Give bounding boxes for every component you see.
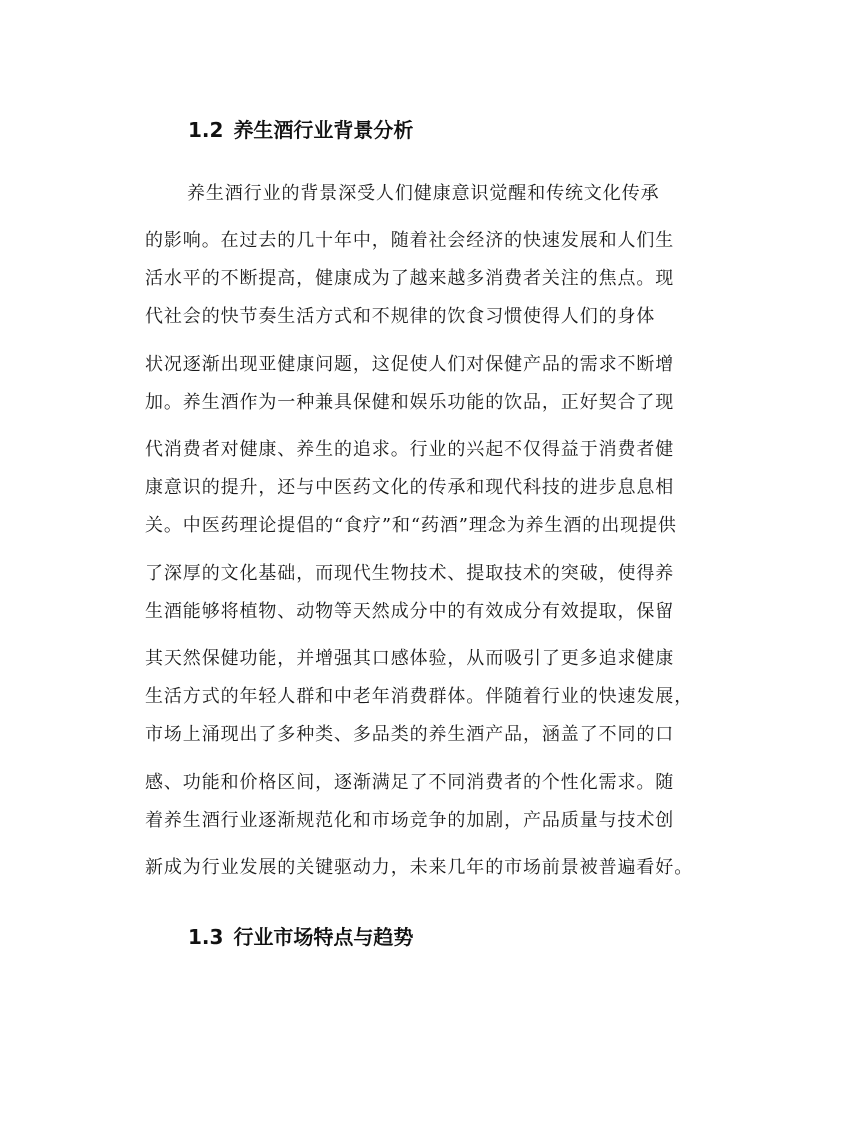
paragraph-line: 的影响。在过去的几十年中，随着社会经济的快速发展和人们生 — [145, 230, 675, 251]
paragraph-line: 代社会的快节奏生活方式和不规律的饮食习惯使得人们的身体 — [145, 306, 656, 327]
paragraph-line: 康意识的提升，还与中医药文化的传承和现代科技的进步息息相 — [145, 477, 675, 498]
section-heading-1-3 — [188, 924, 413, 950]
section-title: 行业市场特点与趋势 — [233, 925, 414, 949]
paragraph-line: 代消费者对健康、养生的追求。行业的兴起不仅得益于消费者健 — [145, 439, 675, 460]
paragraph-line: 其天然保健功能，并增强其口感体验，从而吸引了更多追求健康 — [145, 648, 675, 669]
paragraph-line: 活水平的不断提高，健康成为了越来越多消费者关注的焦点。现 — [145, 268, 675, 289]
paragraph-line: 感、功能和价格区间，逐渐满足了不同消费者的个性化需求。随 — [145, 772, 675, 793]
section-number: 1.2 — [188, 118, 224, 142]
paragraph-line: 养生酒行业的背景深受人们健康意识觉醒和传统文化传承 — [187, 183, 660, 204]
paragraph-line: 生活方式的年轻人群和中老年消费群体。伴随着行业的快速发展， — [145, 686, 694, 707]
paragraph-line: 新成为行业发展的关键驱动力，未来几年的市场前景被普遍看好。 — [145, 857, 694, 878]
paragraph-line: 生酒能够将植物、动物等天然成分中的有效成分有效提取，保留 — [145, 601, 675, 622]
section-title: 养生酒行业背景分析 — [233, 118, 414, 142]
paragraph-line: 了深厚的文化基础，而现代生物技术、提取技术的突破，使得养 — [145, 563, 675, 584]
paragraph-line: 加。养生酒作为一种兼具保健和娱乐功能的饮品，正好契合了现 — [145, 392, 675, 413]
paragraph-line: 着养生酒行业逐渐规范化和市场竞争的加剧，产品质量与技术创 — [145, 810, 675, 831]
section-number: 1.3 — [188, 925, 224, 949]
section-heading-1-2 — [188, 117, 413, 143]
paragraph-line: 状况逐渐出现亚健康问题，这促使人们对保健产品的需求不断增 — [145, 354, 675, 375]
paragraph-line: 市场上涌现出了多种类、多品类的养生酒产品，涵盖了不同的口 — [145, 724, 675, 745]
paragraph-line: 关。中医药理论提倡的“食疗”和“药酒”理念为养生酒的出现提供 — [145, 515, 677, 536]
